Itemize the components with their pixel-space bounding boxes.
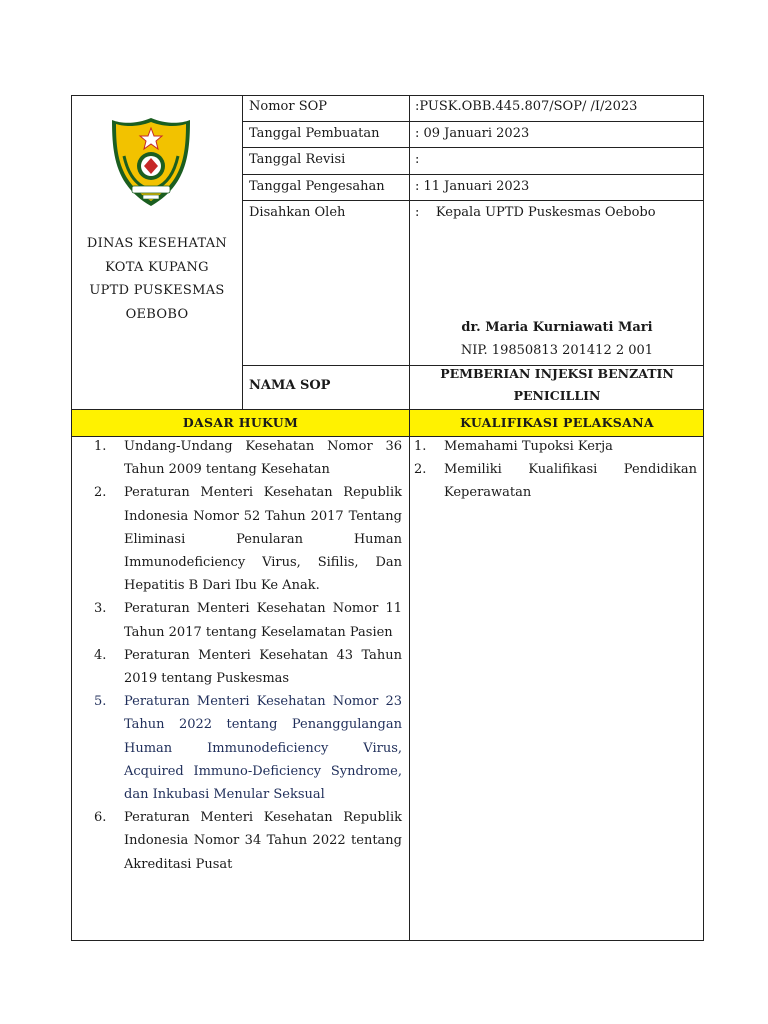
org-line: OEBOBO [125, 306, 189, 322]
list-item [414, 458, 697, 504]
sop-title-line2: PENICILLIN [513, 388, 601, 403]
list-number: 6. [94, 810, 107, 826]
org-line: DINAS KESEHATAN [86, 236, 228, 251]
signer-nip: NIP. 19850813 201412 2 001 [460, 343, 654, 358]
dasar-hukum-header: DASAR HUKUM [182, 415, 299, 430]
sop-title-line1: PEMBERIAN INJEKSI BENZATIN [440, 366, 674, 381]
list-item [94, 690, 402, 806]
list-text: Peraturan Menteri Kesehatan Republik Indonesia Nomor 34 Tahun 2022 tentang Akreditasi Pusat [124, 810, 402, 872]
divider [242, 200, 704, 201]
disahkan-oleh-value: : Kepala UPTD Puskesmas Oebobo [415, 205, 656, 220]
list-item [94, 597, 402, 643]
org-line: KOTA KUPANG [105, 259, 209, 275]
list-number: 3. [94, 601, 107, 617]
nomor-sop-label: Nomor SOP [249, 99, 328, 114]
list-item [94, 806, 402, 876]
divider [242, 96, 243, 410]
list-number: 5. [94, 694, 107, 710]
list-number: 1. [414, 439, 427, 454]
dasar-hukum-list [94, 435, 402, 876]
list-item [94, 644, 402, 690]
tanggal-pembuatan-value: : 09 Januari 2023 [415, 126, 530, 141]
list-number: 1. [94, 439, 107, 454]
organization-name [72, 232, 242, 326]
tanggal-pengesahan-label: Tanggal Pengesahan [249, 179, 385, 194]
divider [409, 96, 410, 941]
list-number: 2. [94, 485, 107, 501]
list-text: Peraturan Menteri Kesehatan Republik Indonesia Nomor 52 Tahun 2017 Tentang Eliminasi Penularan Human Immunodeficiency Virus, Sifilis, Dan Hepatitis B Dari Ibu Ke Anak. [124, 485, 402, 594]
signer-name: dr. Maria Kurniawati Mari [461, 320, 653, 335]
divider [242, 121, 704, 122]
list-number: 2. [414, 462, 427, 478]
list-item [94, 435, 402, 481]
kualifikasi-list [414, 435, 697, 505]
tanggal-revisi-value: : [415, 152, 420, 167]
list-number: 4. [94, 647, 107, 663]
divider [242, 174, 704, 175]
list-text: Peraturan Menteri Kesehatan Nomor 23 Tahun 2022 tentang Penanggulangan Human Immunodeficiency Virus, Acquired Immuno-Deficiency Syndrome, dan Inkubasi Menular Seksual [124, 694, 402, 803]
tanggal-pengesahan-value: : 11 Januari 2023 [415, 179, 530, 194]
list-text: Peraturan Menteri Kesehatan Nomor 11 Tahun 2017 tentang Keselamatan Pasien [124, 601, 402, 640]
list-item [414, 435, 697, 458]
tanggal-pembuatan-label: Tanggal Pembuatan [249, 126, 380, 141]
list-item [94, 481, 402, 597]
disahkan-oleh-label: Disahkan Oleh [249, 205, 346, 220]
list-text: Memahami Tupoksi Kerja [444, 439, 613, 454]
nama-sop-label: NAMA SOP [249, 378, 331, 393]
list-text: Memiliki Kualifikasi Pendidikan Keperawatan [444, 462, 697, 501]
list-text: Undang-Undang Kesehatan Nomor 36 Tahun 2009 tentang Kesehatan [124, 439, 402, 478]
kualifikasi-pelaksana-header: KUALIFIKASI PELAKSANA [460, 415, 654, 430]
kota-kupang-emblem-icon [110, 116, 192, 208]
nomor-sop-value: :PUSK.OBB.445.807/SOP/ /I/2023 [415, 99, 638, 114]
sop-document [71, 95, 704, 941]
tanggal-revisi-label: Tanggal Revisi [249, 152, 346, 167]
divider [242, 147, 704, 148]
org-line: UPTD PUSKESMAS [89, 283, 225, 298]
list-text: Peraturan Menteri Kesehatan 43 Tahun 2019 tentang Puskesmas [124, 647, 402, 687]
